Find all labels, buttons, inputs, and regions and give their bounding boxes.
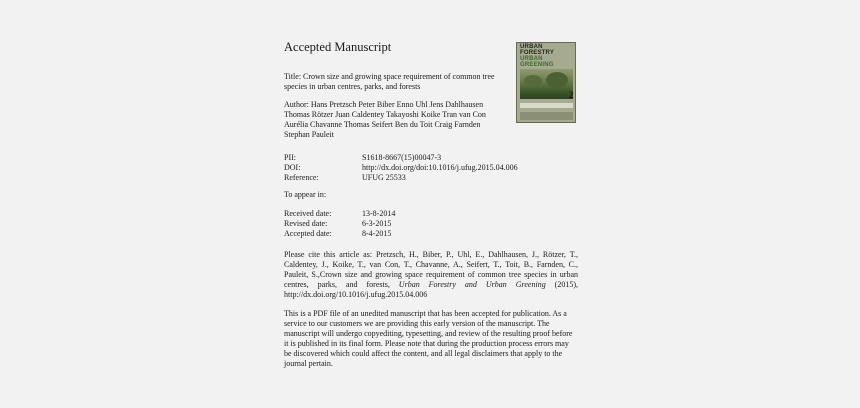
journal-cover-image bbox=[516, 42, 576, 123]
cover-footer bbox=[520, 112, 573, 120]
doi-label: DOI: bbox=[284, 163, 301, 172]
cover-band bbox=[520, 103, 573, 108]
pii-label: PII: bbox=[284, 153, 296, 162]
reference-label: Reference: bbox=[284, 173, 319, 182]
identifier-row-reference bbox=[284, 173, 580, 183]
article-authors: Author: Hans Pretzsch Peter Biber Enno Uhl Jens Dahlhausen Thomas Rötzer Juan Caldentey Takayoshi Koike Tran van Con Aurélia Chavanne Thomas Seifert Ben du Toit Craig Farnden Stephan Pauleit bbox=[284, 100, 486, 139]
citation-journal: Urban Forestry and Urban Greening bbox=[398, 280, 546, 289]
doi-value: http://dx.doi.org/doi:10.1016/j.ufug.2015.04.006 bbox=[362, 163, 518, 172]
dates-table bbox=[284, 209, 580, 239]
accepted-label: Accepted date: bbox=[284, 229, 332, 238]
cover-title-line: URBAN bbox=[520, 44, 543, 50]
identifier-table bbox=[284, 153, 580, 183]
article-title: Title: Crown size and growing space requirement of common tree species in urban centres, parks, and forests bbox=[284, 72, 495, 91]
citation-paragraph bbox=[284, 250, 578, 300]
identifier-row-pii bbox=[284, 153, 580, 163]
pii-value: S1618-8667(15)00047-3 bbox=[362, 153, 442, 162]
cover-issue-number: 2 bbox=[569, 90, 574, 100]
citation-text: Please cite this article as: Pretzsch, H., Biber, P., Uhl, E., Dahlhausen, J., Rötzer, T., Caldentey, J., Koike, T., van Con, T., Chavanne, A., Seifert, T., Toit, B., Farnden, C., Pauleit, S.,Crown size and growing space requirement of common tree species in urban centres, parks, and forests, bbox=[284, 250, 578, 289]
disclaimer-notice: This is a PDF file of an unedited manuscript that has been accepted for publication. As a service to our customers we are providing this early version of the manuscript. The manuscript will undergo copyediting, typesetting, and review of the resulting proof before it is published in its final form. Please note that during the production process errors may be discovered which could affect the content, and all legal disclaimers that apply to the journal pertain. bbox=[284, 309, 573, 368]
cover-title-line: GREENING bbox=[520, 62, 554, 68]
reference-value: UFUG 25533 bbox=[362, 173, 406, 182]
accepted-value: 8-4-2015 bbox=[362, 229, 392, 238]
date-row-accepted bbox=[284, 229, 580, 239]
identifier-row-doi bbox=[284, 163, 580, 173]
page-heading: Accepted Manuscript bbox=[284, 40, 392, 54]
cover-title bbox=[520, 44, 574, 68]
to-appear-in: To appear in: bbox=[284, 190, 327, 199]
revised-value: 6-3-2015 bbox=[362, 219, 392, 228]
revised-label: Revised date: bbox=[284, 219, 328, 228]
received-label: Received date: bbox=[284, 209, 332, 218]
cover-photo bbox=[520, 69, 573, 99]
cover-title-line: URBAN bbox=[520, 56, 543, 62]
received-value: 13-8-2014 bbox=[362, 209, 396, 218]
citation-link: (2015), http://dx.doi.org/10.1016/j.ufug.2015.04.006 bbox=[284, 280, 578, 299]
date-row-revised bbox=[284, 219, 580, 229]
date-row-received bbox=[284, 209, 580, 219]
cover-title-line: FORESTRY bbox=[520, 50, 555, 56]
